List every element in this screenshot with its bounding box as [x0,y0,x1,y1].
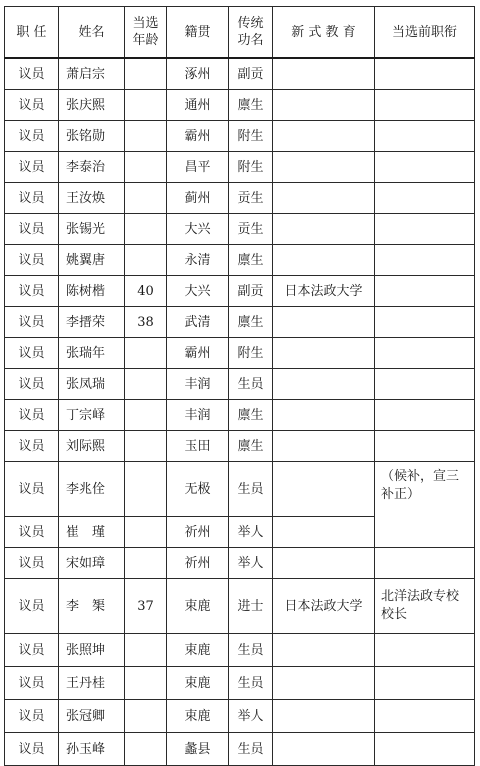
cell-education [273,517,375,548]
cell-previous-post [375,634,475,667]
cell-previous-post: （候补，宣三补正） [375,462,475,548]
cell-education [273,733,375,766]
cell-previous-post [375,400,475,431]
cell-title: 举人 [229,700,273,733]
cell-education [273,245,375,276]
cell-age [125,667,167,700]
cell-post: 议员 [5,121,59,152]
cell-native: 无极 [167,462,229,517]
cell-post: 议员 [5,634,59,667]
cell-name: 张冠卿 [59,700,125,733]
table-row [5,90,475,121]
cell-native: 祈州 [167,517,229,548]
cell-previous-post [375,245,475,276]
cell-education [273,183,375,214]
table-header-row [5,7,475,59]
cell-age [125,245,167,276]
table-row [5,700,475,733]
cell-title: 廪生 [229,245,273,276]
table-row [5,183,475,214]
cell-title: 贡生 [229,214,273,245]
table-row [5,214,475,245]
cell-name: 王汝焕 [59,183,125,214]
cell-name: 姚翼唐 [59,245,125,276]
cell-name: 宋如璋 [59,548,125,579]
cell-title: 生员 [229,667,273,700]
cell-previous-post [375,183,475,214]
table-row [5,276,475,307]
cell-education [273,152,375,183]
cell-previous-post [375,548,475,579]
cell-name: 李兆佺 [59,462,125,517]
cell-native: 蠡县 [167,733,229,766]
cell-title: 举人 [229,517,273,548]
cell-post: 议员 [5,152,59,183]
cell-age [125,462,167,517]
cell-title: 举人 [229,548,273,579]
cell-post: 议员 [5,400,59,431]
cell-post: 议员 [5,90,59,121]
cell-title: 生员 [229,634,273,667]
cell-education [273,58,375,90]
cell-title: 生员 [229,369,273,400]
cell-age [125,90,167,121]
table-row [5,400,475,431]
header-education: 新 式 教 育 [273,7,375,59]
cell-age [125,733,167,766]
cell-post: 议员 [5,548,59,579]
cell-native: 玉田 [167,431,229,462]
cell-education [273,634,375,667]
cell-age [125,431,167,462]
cell-name: 张照坤 [59,634,125,667]
cell-name: 李 榘 [59,579,125,634]
cell-native: 涿州 [167,58,229,90]
cell-previous-post [375,58,475,90]
cell-post: 议员 [5,338,59,369]
cell-native: 蓟州 [167,183,229,214]
cell-post: 议员 [5,431,59,462]
cell-native: 丰润 [167,369,229,400]
cell-post: 议员 [5,462,59,517]
cell-native: 束鹿 [167,667,229,700]
cell-native: 武清 [167,307,229,338]
cell-previous-post [375,214,475,245]
cell-native: 大兴 [167,276,229,307]
cell-name: 李泰治 [59,152,125,183]
cell-native: 祈州 [167,548,229,579]
table-row [5,579,475,634]
cell-name: 张铭勋 [59,121,125,152]
header-name: 姓名 [59,7,125,59]
cell-name: 陈树楷 [59,276,125,307]
cell-age: 38 [125,307,167,338]
cell-title: 廪生 [229,431,273,462]
cell-education [273,700,375,733]
table-row [5,667,475,700]
table-row [5,462,475,517]
cell-title: 廪生 [229,400,273,431]
cell-previous-post [375,152,475,183]
header-age-text: 当选 年龄 [132,16,159,48]
cell-previous-post [375,307,475,338]
cell-name: 张瑞年 [59,338,125,369]
cell-title: 廪生 [229,307,273,338]
cell-post: 议员 [5,579,59,634]
cell-title: 副贡 [229,58,273,90]
roster-table [4,6,475,766]
cell-age: 40 [125,276,167,307]
cell-name: 崔 瑾 [59,517,125,548]
cell-age [125,369,167,400]
cell-native: 永清 [167,245,229,276]
cell-post: 议员 [5,58,59,90]
cell-post: 议员 [5,307,59,338]
cell-native: 束鹿 [167,634,229,667]
cell-education [273,369,375,400]
header-title [229,7,273,59]
header-previous-post: 当选前职衔 [375,7,475,59]
cell-native: 昌平 [167,152,229,183]
table-row [5,245,475,276]
table-row [5,58,475,90]
cell-education [273,90,375,121]
cell-education [273,400,375,431]
cell-title: 副贡 [229,276,273,307]
table-row [5,338,475,369]
cell-previous-post [375,276,475,307]
cell-previous-post [375,431,475,462]
cell-post: 议员 [5,517,59,548]
header-age [125,7,167,59]
cell-age [125,400,167,431]
cell-name: 张庆熙 [59,90,125,121]
cell-previous-post [375,90,475,121]
cell-previous-post [375,667,475,700]
cell-post: 议员 [5,214,59,245]
cell-education [273,214,375,245]
cell-age [125,152,167,183]
cell-education [273,307,375,338]
cell-education [273,121,375,152]
cell-title: 贡生 [229,183,273,214]
cell-education [273,462,375,517]
cell-age [125,700,167,733]
cell-post: 议员 [5,369,59,400]
cell-native: 束鹿 [167,579,229,634]
table-row [5,121,475,152]
cell-title: 附生 [229,152,273,183]
cell-age [125,121,167,152]
cell-title: 进士 [229,579,273,634]
cell-name: 丁宗峄 [59,400,125,431]
table-row [5,307,475,338]
table-row [5,152,475,183]
cell-previous-post: 北洋法政专校校长 [375,579,475,634]
cell-title: 附生 [229,121,273,152]
cell-age [125,634,167,667]
table-row [5,431,475,462]
header-title-text: 传统 功名 [237,16,264,48]
cell-post: 议员 [5,733,59,766]
table-row [5,634,475,667]
cell-title: 生员 [229,462,273,517]
cell-age: 37 [125,579,167,634]
cell-previous-post [375,733,475,766]
cell-age [125,58,167,90]
table-row [5,548,475,579]
cell-education [273,338,375,369]
cell-education: 日本法政大学 [273,276,375,307]
cell-age [125,548,167,579]
cell-education [273,431,375,462]
cell-education [273,548,375,579]
cell-post: 议员 [5,276,59,307]
cell-native: 通州 [167,90,229,121]
cell-previous-post [375,121,475,152]
cell-native: 束鹿 [167,700,229,733]
cell-name: 张锡光 [59,214,125,245]
cell-post: 议员 [5,183,59,214]
header-post: 职 任 [5,7,59,59]
cell-title: 生员 [229,733,273,766]
cell-education [273,667,375,700]
cell-age [125,183,167,214]
cell-previous-post [375,700,475,733]
cell-native: 大兴 [167,214,229,245]
cell-native: 丰润 [167,400,229,431]
cell-name: 王丹桂 [59,667,125,700]
cell-age [125,517,167,548]
header-native: 籍贯 [167,7,229,59]
cell-education: 日本法政大学 [273,579,375,634]
cell-name: 萧启宗 [59,58,125,90]
cell-name: 刘际熙 [59,431,125,462]
cell-previous-post [375,338,475,369]
cell-title: 廪生 [229,90,273,121]
cell-native: 霸州 [167,121,229,152]
table-row [5,369,475,400]
cell-native: 霸州 [167,338,229,369]
cell-name: 李搢荣 [59,307,125,338]
cell-post: 议员 [5,700,59,733]
cell-post: 议员 [5,667,59,700]
cell-name: 孙玉峰 [59,733,125,766]
cell-title: 附生 [229,338,273,369]
cell-age [125,338,167,369]
cell-previous-post [375,369,475,400]
table-row [5,733,475,766]
cell-age [125,214,167,245]
cell-name: 张凤瑞 [59,369,125,400]
cell-post: 议员 [5,245,59,276]
